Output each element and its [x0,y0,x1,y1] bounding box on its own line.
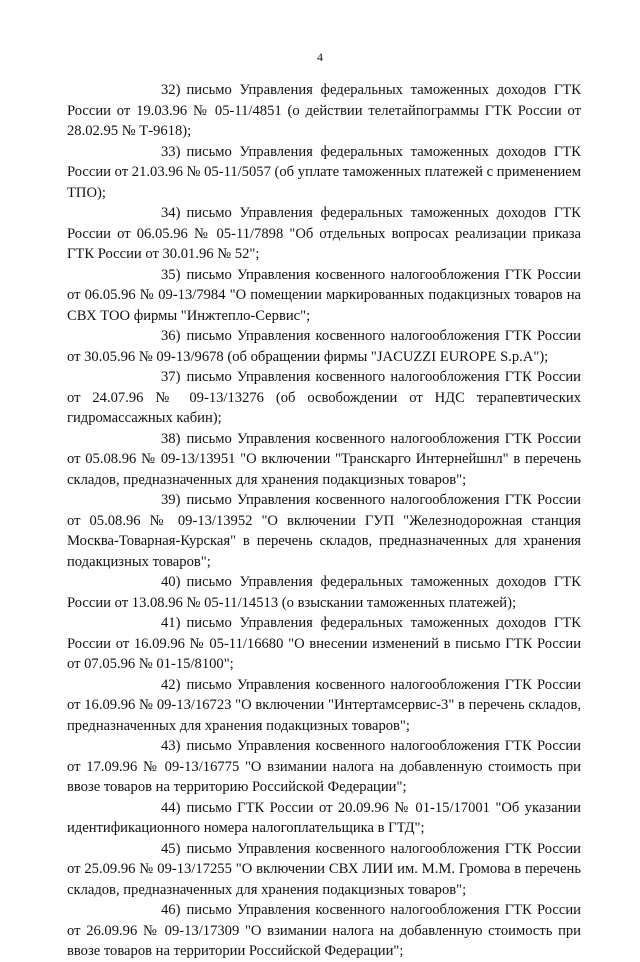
item-text: письмо Управления федеральных таможенных доходов ГТК России от 06.05.96 № 05-11/7898 "Об отдельных вопросах реализации приказа ГТК России от 30.01.96 № 52"; [67,205,581,262]
item-number: 34) [161,205,181,221]
list-item [67,326,581,367]
item-text: письмо Управления косвенного налогообложения ГТК России от 30.05.96 № 09-13/9678 (об обращении фирмы "JACUZZI EUROPE S.p.A"); [67,328,581,365]
list-item [67,80,581,142]
item-text: письмо Управления косвенного налогообложения ГТК России от 26.09.96 № 09-13/17309 "О взимании налога на добавленную стоимость при ввозе товаров на территории Российской Федерации"; [67,902,581,959]
list-item [67,900,581,962]
item-number: 35) [161,266,181,283]
item-text: письмо Управления косвенного налогообложения ГТК России от 16.09.96 № 09-13/16723 "О включении "Интертамсервис-3" в перечень складов, предназначенных для хранения подакцизных товаров"; [67,676,581,734]
list-item [67,367,581,429]
item-text: письмо Управления косвенного налогообложения ГТК России от 17.09.96 № 09-13/16775 "О взимании налога на добавленную стоимость при ввозе товаров на территорию Российской Федерации"; [67,738,581,795]
item-text: письмо Управления косвенного налогообложения ГТК России от 06.05.96 № 09-13/7984 "О помещении маркированных подакцизных товаров на СВХ ТОО фирмы "Инжтепло-Сервис"; [67,266,581,324]
item-number: 40) [161,574,181,590]
list-item [67,203,581,265]
list-item [67,572,581,613]
item-text: письмо Управления косвенного налогообложения ГТК России от 25.09.96 № 09-13/17255 "О включении СВХ ЛИИ им. М.М. Громова в перечень складов, предназначенных для хранения подакцизных товаров"; [67,840,581,898]
item-text: письмо Управления косвенного налогообложения ГТК России от 24.07.96 № 09-13/13276 (об освобождении от НДС терапевтических гидромассажных кабин); [67,369,581,426]
list-item [67,839,581,901]
item-number: 44) [161,799,181,816]
item-text: письмо Управления федеральных таможенных доходов ГТК России от 21.03.96 № 05-11/5057 (об уплате таможенных платежей с применением ТПО); [67,143,581,201]
list-item [67,736,581,798]
item-text: письмо ГТК России от 20.09.96 № 01-15/17001 "Об указании идентификационного номера налогоплательщика в ГТД"; [67,799,581,836]
item-number: 33) [161,143,181,160]
item-number: 32) [161,82,181,98]
list-item [67,490,581,572]
item-text: письмо Управления косвенного налогообложения ГТК России от 05.08.96 № 09-13/13952 "О включении ГУП "Железнодорожная станция Москва-Товарная-Курская" в перечень складов, предназначенных для хранения подакцизных товаров"; [67,492,581,570]
item-number: 36) [161,328,181,344]
page-number: 4 [317,50,323,64]
item-text: письмо Управления косвенного налогообложения ГТК России от 05.08.96 № 09-13/13951 "О включении "Транскарго Интернейшнл" в перечень складов, предназначенных для хранения подакцизных товаров"; [67,430,581,488]
item-text: письмо Управления федеральных таможенных доходов ГТК России от 16.09.96 № 05-11/16680 "О внесении изменений в письмо ГТК России от 07.05.96 № 01-15/8100"; [67,615,581,672]
item-text: письмо Управления федеральных таможенных доходов ГТК России от 13.08.96 № 05-11/14513 (о взыскании таможенных платежей); [67,574,581,611]
item-number: 43) [161,738,181,754]
document-body [67,80,581,962]
item-number: 45) [161,840,181,857]
item-number: 39) [161,492,181,508]
item-number: 41) [161,615,181,631]
item-number: 38) [161,430,181,447]
item-number: 42) [161,676,181,693]
list-item [67,265,581,327]
item-number: 46) [161,902,181,918]
list-item [67,675,581,737]
item-number: 37) [161,369,181,385]
list-item [67,798,581,839]
list-item [67,429,581,491]
item-text: письмо Управления федеральных таможенных доходов ГТК России от 19.03.96 № 05-11/4851 (о действии телетайпограммы ГТК России от 28.02.95 № Т-9618); [67,82,581,139]
list-item [67,613,581,675]
list-item [67,142,581,204]
